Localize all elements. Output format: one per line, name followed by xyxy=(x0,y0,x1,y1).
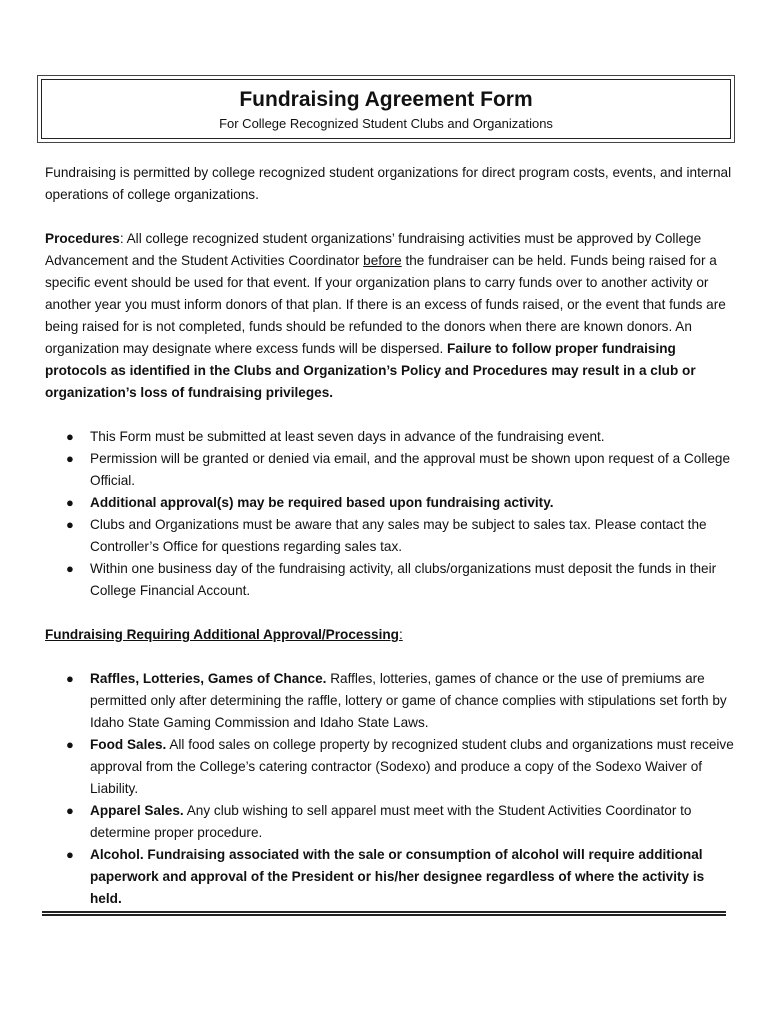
bullet-icon: ● xyxy=(66,671,74,686)
list-item xyxy=(45,426,735,448)
bullet-icon: ● xyxy=(66,451,74,466)
item-text: Raffles, lotteries, games of chance or the use of premiums are permitted only after determining the raffle, lottery or game of chance complies with stipulations set forth by Idaho State Gaming Commission and Idaho State Laws. xyxy=(90,671,727,730)
requirement-text: This Form must be submitted at least seven days in advance of the fundraising event. xyxy=(90,429,605,444)
list-item xyxy=(45,558,735,602)
bullet-icon: ● xyxy=(66,847,74,862)
intro-paragraph: Fundraising is permitted by college recognized student organizations for direct program costs, events, and internal operations of college organizations. xyxy=(45,165,732,202)
item-text: Any club wishing to sell apparel must meet with the Student Activities Coordinator to determine proper procedure. xyxy=(90,803,692,840)
title-box xyxy=(37,75,735,143)
procedures-text-1: : All college recognized student organizations’ fundraising activities must be approved by College Advancement and the Student Activities Coordinator xyxy=(45,231,702,268)
requirement-text: Permission will be granted or denied via email, and the approval must be shown upon request of a College Official. xyxy=(90,451,731,488)
additional-approval-heading-text: Fundraising Requiring Additional Approval/Processing xyxy=(45,627,399,642)
list-item xyxy=(45,668,735,734)
item-label: Alcohol. Fundraising associated with the sale or consumption of alcohol will require additional paperwork and approval of the President or his/her designee regardless of where the activity is held. xyxy=(90,847,705,906)
procedures-before-word: before xyxy=(363,253,402,268)
additional-approval-list xyxy=(45,668,735,910)
requirement-text: Within one business day of the fundraising activity, all clubs/organizations must deposit the funds in their College Financial Account. xyxy=(90,561,717,598)
document-body xyxy=(45,162,735,910)
list-item xyxy=(45,514,735,558)
form-title: Fundraising Agreement Form xyxy=(239,88,533,111)
bullet-icon: ● xyxy=(66,737,74,752)
footer-divider xyxy=(42,911,726,916)
procedures-warning: Failure to follow proper fundraising protocols as identified in the Clubs and Organization’s Policy and Procedures may result in a club or organization’s loss of fundraising privileges. xyxy=(45,341,696,400)
list-item xyxy=(45,492,735,514)
list-item xyxy=(45,844,735,910)
title-box-inner xyxy=(41,79,731,139)
item-label: Food Sales. xyxy=(90,737,167,752)
requirements-list xyxy=(45,426,735,602)
bullet-icon: ● xyxy=(66,495,74,510)
procedures-label: Procedures xyxy=(45,231,120,246)
procedures-text-2: the fundraiser can be held. Funds being raised for a specific event should be used for that event. If your organization plans to carry funds over to another activity or another year you must inform donors of that plan. If there is an excess of funds raised, or the event that funds are being raised for is not completed, funds should be refunded to the donors when there are known donors. An organization may designate where excess funds will be dispersed. xyxy=(45,253,726,356)
list-item xyxy=(45,734,735,800)
heading-colon: : xyxy=(398,627,403,642)
item-label: Apparel Sales. xyxy=(90,803,184,818)
additional-approval-heading xyxy=(45,624,735,646)
form-subtitle: For College Recognized Student Clubs and Organizations xyxy=(219,116,553,131)
procedures-paragraph xyxy=(45,228,735,404)
list-item xyxy=(45,800,735,844)
bullet-icon: ● xyxy=(66,517,74,532)
list-item xyxy=(45,448,735,492)
item-label: Raffles, Lotteries, Games of Chance. xyxy=(90,671,327,686)
requirement-text: Additional approval(s) may be required based upon fundraising activity. xyxy=(90,495,554,510)
bullet-icon: ● xyxy=(66,429,74,444)
requirement-text: Clubs and Organizations must be aware that any sales may be subject to sales tax. Please contact the Controller’s Office for questions regarding sales tax. xyxy=(90,517,707,554)
item-text: All food sales on college property by recognized student clubs and organizations must receive approval from the College’s catering contractor (Sodexo) and produce a copy of the Sodexo Waiver of Liability. xyxy=(90,737,734,796)
bullet-icon: ● xyxy=(66,561,74,576)
bullet-icon: ● xyxy=(66,803,74,818)
